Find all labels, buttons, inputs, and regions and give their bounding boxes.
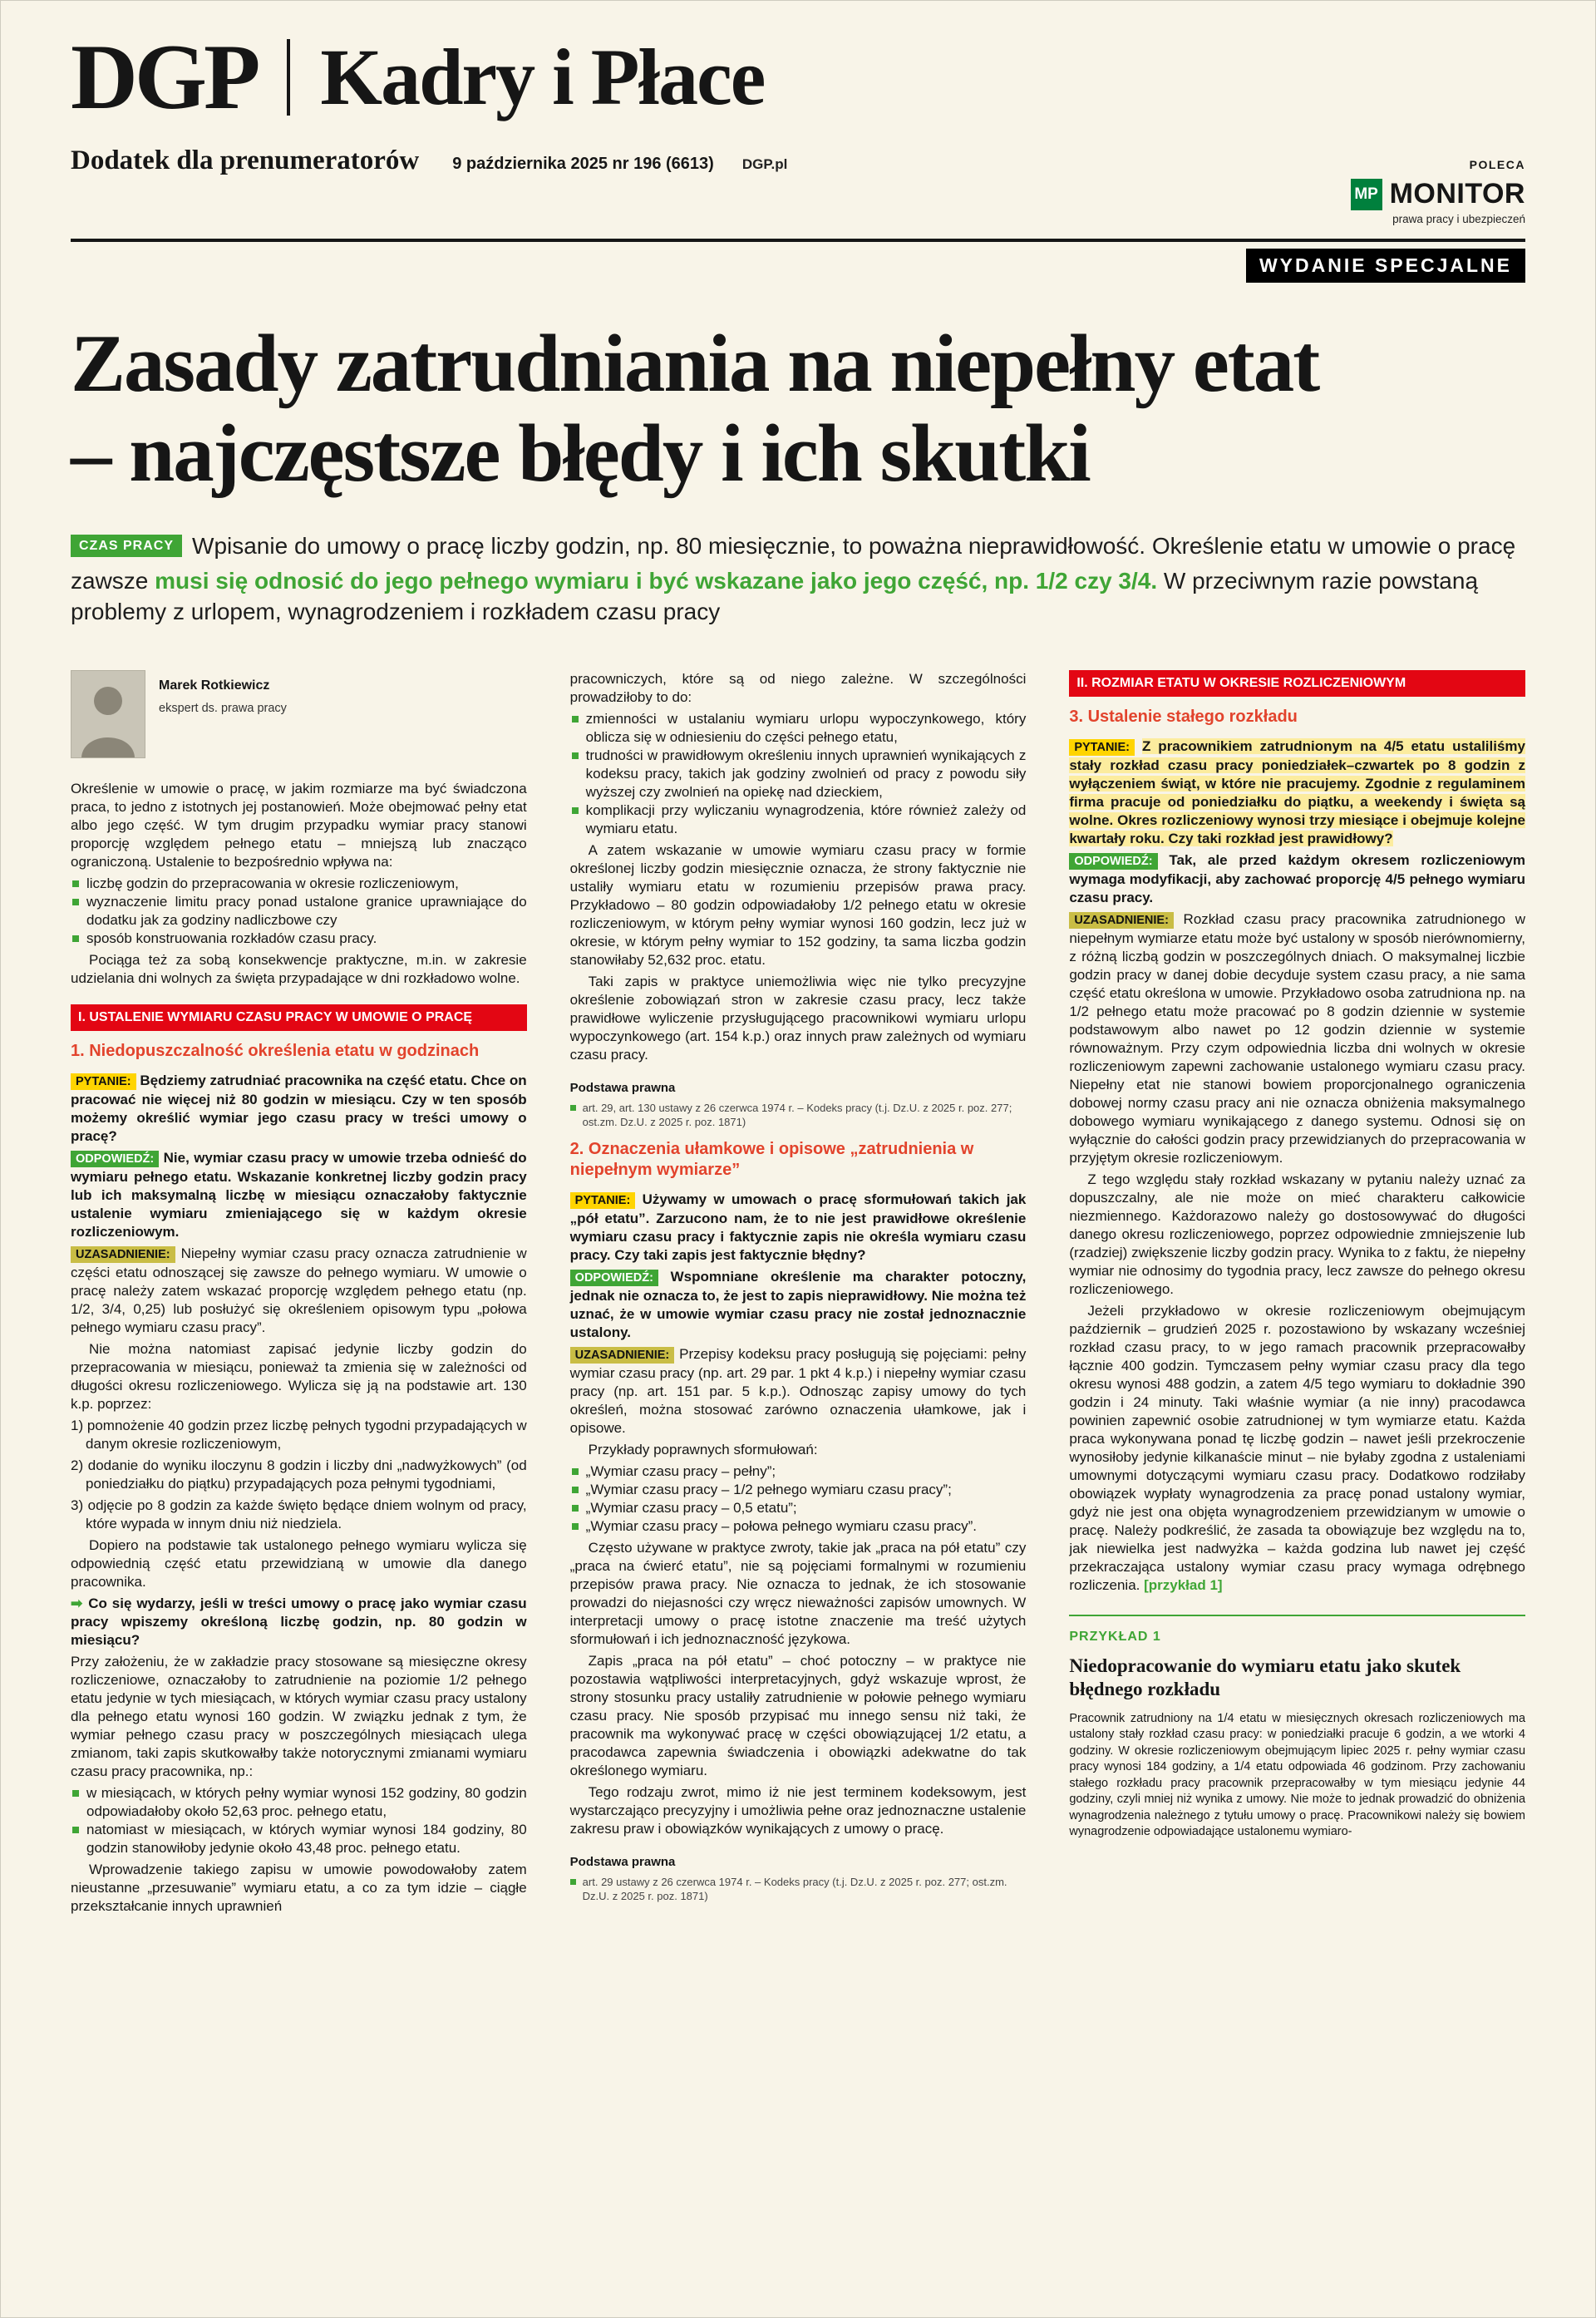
bullet-item: trudności w prawidłowym określeniu innych uprawnień wynikających z kodeksu pracy, takich jak godziny zwolnień od pracy z powodu siły wyższej czy zwolnień na opiekę nad dzieckiem, [570, 747, 1027, 801]
bullet-item: w miesiącach, w których pełny wymiar wynosi 152 godziny, 80 godzin odpowiadałoby około 52,63 proc. pełnego etatu, [71, 1784, 527, 1821]
paragraph: Zapis „praca na pół etatu” – choć potoczny – w praktyce nie pozostawia wątpliwości interpretacyjnych, gdyż wskazuje wprost, że strony stosunku pracy ustaliły zatrudnienie w połowie pełnego wymiaru czasu pracy. Nie sposób przypisać mu innego sensu niż taki, że pracownik ma wykonywać pracę w części obowiązującej 1/2 etatu, a pracodawca zapewnia świadczenia i obowiązki adekwatne do tak określonego wymiaru. [569, 1652, 1027, 1778]
uzasadnienie-tag: UZASADNIENIE: [1069, 912, 1174, 929]
lead-paragraph [71, 530, 1525, 627]
paragraph: pracowniczych, które są od niego zależne. W szczególności prowadziłoby to do: [569, 670, 1027, 705]
answer-text: Nie, wymiar czasu pracy w umowie trzeba odnieść do wymiaru pełnego etatu. Wskazanie konkretnej liczby godzin pracy lub ich maksymalną liczbę w miesiącu oznaczałoby faktycznie ustalenie wymiaru zmieniającego się w każdym okresie rozliczeniowym. [71, 1149, 527, 1240]
subsection-title-1: 1. Niedopuszczalność określenia etatu w godzinach [71, 1041, 480, 1060]
paragraph: A zatem wskazanie w umowie wymiaru czasu pracy w formie określonej liczby godzin miesięcznie oznacza, że strony faktycznie nie ustaliły wymiaru etatu w rozumieniu przepisów prawa pracy. Przykładowo – 80 godzin odpowiadałoby 1/2 pełnego etatu w okresie rozliczeniowym, w którym pełny wymiar wynosi 160 godzin, lecz już w okresie, w którym pełny wymiar to 152 godziny, ta sama liczba godzin stanowiłaby 52,632 proc. etatu. [569, 841, 1027, 968]
justification-text: Rozkład czasu pracy pracownika zatrudnionego w niepełnym wymiarze etatu może być ustalony w sposób nierównomierny, z różną liczbą godzin w poszczególnych dniach. O maksymalnej liczbie godzin pracy w danej dobie decyduje system czasu pracy, a nie sama część etatu określona w umowie. Przykładowo osoba zatrudniona np. na 1/2 pełnego etatu może pracować po 8 godzin dziennie w systemie podstawowym albo nawet po 12 godzin dziennie w systemie równoważnym. Przy czym odpowiednia liczba dni wolnych w okresie rozliczeniowym zapewni zachowanie ustalonego wymiaru czasu pracy. Niepełny etat nie stanowi bowiem proporcjonalnego ograniczenia dobowej normy czasu pracy ani nie oznacza obniżenia maksymalnego dobowego wymiaru wynikającego z danego systemu. Odnosi się on wyłącznie do całości godzin pracy przewidzianych do przepracowania w przyjętym okresie rozliczeniowym. [1069, 910, 1526, 1166]
paragraph: Przy założeniu, że w zakładzie pracy stosowane są miesięczne okresy rozliczeniowe, oznaczałoby to zatrudnienie na poziomie 1/2 pełnego etatu jedynie w tych miesiącach, w których wymiar czasu pracy ustalony dla pełnego etatu wynosi 160 godzin. W związku jednak z tym, że wymiar pełnego czasu pracy w poszczególnych miesiącach ulega zmianom, taki zapis skutkowałby także notorycznymi zmianami wymiaru czasu pracy pracownika, np.: [71, 1653, 527, 1779]
question-block [570, 1191, 1027, 1265]
question-text: Używamy w umowach o pracę sformułowań takich jak „pół etatu”. Zarzucono nam, że to nie jest prawidłowe określenie wymiaru czasu pracy i faktycznie zapis nie określa wymiaru czasu pracy. Czy taki zapis jest faktycznie błędny? [569, 1191, 1027, 1263]
bullet-item: zmienności w ustalaniu wymiaru urlopu wypoczynkowego, który oblicza się w odniesieniu do części pełnego etatu, [570, 710, 1027, 747]
paragraph: Wprowadzenie takiego zapisu w umowie powodowałoby zatem nieustanne „przesuwanie” wymiaru etatu, a co za tym idzie – ciągłe przekształcanie innych uprawnień [71, 1861, 527, 1914]
masthead-right [1351, 158, 1525, 225]
uzasadnienie-tag: UZASADNIENIE: [570, 1347, 675, 1364]
author-name: Marek Rotkiewicz [159, 678, 270, 693]
lead-text-2: W przeciwnym razie powstaną problemy z urlopem, wynagrodzeniem i rozkładem czasu pracy [71, 567, 1479, 624]
paragraph: Określenie w umowie o pracę, w jakim rozmiarze ma być świadczona praca, to jedno z istotnych jej postanowień. Może obejmować pełny etat albo jego część. W tym drugim przypadku wymiar pracy stanowi proporcję względem pełnego etatu – mniejszą lub znacząco ograniczoną. Ustalenie to bezpośrednio wpływa na: [71, 780, 527, 870]
answer-text: Wspomniane określenie ma charakter potoczny, jednak nie oznacza to, że jest to zapis nieprawidłowy. Nie można też uznać, że w umowie wymiar czasu pracy nie został jednoznacznie ustalony. [569, 1268, 1027, 1340]
bullet-item: „Wymiar czasu pracy – pełny”; [570, 1462, 1027, 1481]
justification-block [1069, 910, 1525, 1167]
article-columns [71, 670, 1525, 1919]
justification-block [71, 1245, 527, 1337]
justification-text: Przepisy kodeksu pracy posługują się pojęciami: pełny wymiar czasu pracy (np. art. 29 par. 1 pkt 4 k.p.) i niepełny wymiar czasu pracy (np. art. 151 par. 5 k.p.). Odnosząc zapisy umowy do tych określeń, można stosować zarówno oznaczenia ułamkowe, jak i opisowe. [569, 1345, 1027, 1436]
example-box [1069, 1615, 1525, 1841]
bullet-item: komplikacji przy wyliczaniu wynagrodzenia, które również zależy od wymiaru etatu. [570, 801, 1027, 838]
justification-block [570, 1345, 1027, 1438]
justification-text: Niepełny wymiar czasu pracy oznacza zatrudnienie w części etatu odnoszącej się zawsze do pełnego wymiaru. W umowie o pracę należy zatem wskazać proporcję względem pełnego etatu (np. 1/2, 3/4, 0,25) lub posłużyć się określeniem opisowym typu „połowa pełnego wymiaru czasu pracy”. [71, 1245, 527, 1335]
example-title: Niedopracowanie do wymiaru etatu jako skutek błędnego rozkładu [1069, 1655, 1461, 1699]
pytanie-tag: PYTANIE: [570, 1192, 636, 1209]
bullet-item: wyznaczenie limitu pracy ponad ustalone granice uprawniające do dodatku jak za godziny nadliczbowe czy [71, 893, 527, 930]
czas-pracy-tag: CZAS PRACY [71, 535, 182, 557]
numbered-item: 2) dodanie do wyniku iloczynu 8 godzin i liczby dni „nadwyżkowych” (od poniedziałku do piątku) przypadających poza pełnymi tygodniami, [71, 1457, 527, 1492]
question-block [71, 1072, 527, 1146]
headline-line2: – najczęstsze błędy i ich skutki [71, 407, 1090, 499]
paragraph: Z tego względu stały rozkład wskazany w pytaniu należy uznać za dopuszczalny, ale nie może on mieć charakteru całkowicie niezmiennego. Każdorazowo należy go dostosowywać do długości danego okresu rozliczeniowego, poprzez odpowiednie zmniejszenie lub (rzadziej) zwiększenie liczby godzin pracy. Wynika to z faktu, że niepełny wymiar nie odnosimy do tygodnia pracy, lecz zawsze do pełnego okresu rozliczeniowego. [1069, 1171, 1526, 1297]
answer-block [570, 1268, 1027, 1342]
bullet-item: „Wymiar czasu pracy – połowa pełnego wymiaru czasu pracy”. [570, 1517, 1027, 1536]
section-header-2: II. ROZMIAR ETATU W OKRESIE ROZLICZENIOWYM [1069, 670, 1525, 697]
page-headline [71, 319, 1525, 499]
bullet-item: liczbę godzin do przepracowania w okresie rozliczeniowym, [71, 875, 527, 893]
column-3 [1069, 670, 1525, 1919]
paragraph: Przykłady poprawnych sformułowań: [588, 1441, 818, 1457]
subsection-title-3: 3. Ustalenie stałego rozkładu [1069, 707, 1298, 726]
example-reference: [przykład 1] [1144, 1576, 1223, 1593]
section-title: Kadry i Płace [320, 32, 765, 121]
lead-text-1: Wpisanie do umowy o pracę liczby godzin, np. 80 miesięcznie, to poważna nieprawidłowość. Określenie etatu w umowie o pracę zawsze [71, 532, 1516, 594]
dgp-logo: DGP [71, 26, 258, 129]
uzasadnienie-tag: UZASADNIENIE: [71, 1246, 175, 1263]
paragraph: Nie można natomiast zapisać jedynie liczby godzin do przepracowania w miesiącu, ponieważ ta zmienia się w zależności od długości okresu rozliczeniowego. Wylicza się ją na podstawie art. 130 k.p. poprzez: [71, 1340, 527, 1412]
example-body: Pracownik zatrudniony na 1/4 etatu w miesięcznych okresach rozliczeniowych ma ustalony stały rozkład czasu pracy: w poniedziałki pracuje 6 godzin, a we wtorki 4 godziny. W okresie rozliczeniowym obejmującym lipiec 2025 r. pełny wymiar czasu pracy wynosi 184 godziny, a 1/4 etatu odpowiada 46 godzinom. Przy zachowaniu stałego rozkładu pracy pracownik przepracowałby w tym miesiącu jedynie 44 godziny, czyli mniej niż wynika z umowy. Nie może to jednak prowadzić do obniżenia wynagrodzenia należnego z tytułu umowy o pracę. Pracownikowi należy się bowiem wynagrodzenie odpowiadające ustalonemu wymiaro- [1069, 1711, 1526, 1839]
numbered-item: 1) pomnożenie 40 godzin przez liczbę pełnych tygodni przypadających w danym okresie rozliczeniowym, [71, 1417, 527, 1452]
legal-basis-title: Podstawa prawna [569, 1080, 676, 1095]
example-kicker: PRZYKŁAD 1 [1069, 1629, 1161, 1644]
odpowiedz-tag: ODPOWIEDŹ: [1069, 853, 1157, 870]
masthead [71, 1, 1525, 129]
pytanie-tag: PYTANIE: [1069, 739, 1135, 756]
author-photo [71, 670, 145, 758]
bullet-item: sposób konstruowania rozkładów czasu pracy. [71, 930, 527, 948]
masthead-divider [287, 39, 290, 116]
masthead-row2 [71, 145, 1525, 225]
answer-block [71, 1149, 527, 1241]
answer-block [1069, 851, 1525, 907]
bullet-list [570, 710, 1027, 838]
paragraph: Dopiero na podstawie tak ustalonego pełnego wymiaru wylicza się odpowiednią część etatu przewidzianą w umowie dla danego pracownika. [71, 1536, 527, 1590]
bullet-list [570, 1462, 1027, 1536]
column-1 [71, 670, 527, 1919]
legal-basis-item: art. 29, art. 130 ustawy z 26 czerwca 1974 r. – Kodeks pracy (t.j. Dz.U. z 2025 r. poz. 277; ost.zm. Dz.U. z 2025 r. poz. 1871) [570, 1101, 1027, 1129]
arrow-right-icon: ➡ [71, 1595, 83, 1611]
special-edition-row [71, 249, 1525, 283]
section-header-1: I. USTALENIE WYMIARU CZASU PRACY W UMOWIE O PRACĘ [71, 1004, 527, 1031]
paragraph: Taki zapis w praktyce uniemożliwia więc nie tylko precyzyjne określenie zobowiązań stron w zakresie czasu pracy, lecz także prawidłowe wyliczenie przysługującego pracownikowi wymiaru urlopu wypoczynkowego (art. 154 k.p.) oraz innych praw zależnych od wymiaru czasu pracy. [569, 973, 1027, 1063]
question-text: Będziemy zatrudniać pracownika na część etatu. Chce on pracować nie więcej niż 80 godzin w miesiącu. Czy w ten sposób możemy określić wymiar jego czasu pracy w treści umowy o pracę? [71, 1072, 527, 1144]
author-portrait-image [71, 671, 145, 757]
author-role: ekspert ds. prawa pracy [159, 701, 287, 715]
date-issue: 9 października 2025 nr 196 (6613) [452, 155, 714, 173]
pytanie-tag: PYTANIE: [71, 1073, 136, 1090]
mp-logo-icon: MP [1351, 179, 1382, 210]
subsection-title-2: 2. Oznaczenia ułamkowe i opisowe „zatrudnienia w niepełnym wymiarze” [569, 1139, 974, 1179]
bullet-item: „Wymiar czasu pracy – 1/2 pełnego wymiaru czasu pracy”; [570, 1481, 1027, 1499]
odpowiedz-tag: ODPOWIEDŹ: [570, 1270, 658, 1286]
headline-line1: Zasady zatrudniania na niepełny etat [71, 318, 1319, 409]
legal-basis-item: art. 29 ustawy z 26 czerwca 1974 r. – Kodeks pracy (t.j. Dz.U. z 2025 r. poz. 277; ost.zm. Dz.U. z 2025 r. poz. 1871) [570, 1875, 1027, 1903]
author-card [71, 670, 527, 758]
question-text-highlighted: Z pracownikiem zatrudnionym na 4/5 etatu ustaliliśmy stały rozkład czasu pracy poniedziałek–czwartek po 8 godzin z wyłączeniem świąt, w które nie pracujemy. Zgodnie z regulaminem firma pracuje od poniedziałku do piątku, a weekendy i święta są wolne. Okres rozliczeniowy wynosi trzy miesiące i obejmuje kolejne kwartały roku. Czy taki rozkład jest prawidłowy? [1069, 737, 1526, 846]
special-edition-badge: WYDANIE SPECJALNE [1246, 249, 1525, 283]
site-url: DGP.pl [741, 156, 788, 172]
bullet-list [71, 1784, 527, 1857]
paragraph: Tego rodzaju zwrot, mimo iż nie jest terminem kodeksowym, jest wystarczająco precyzyjny i umożliwia pełne oraz jednoznaczne ustalenie zakresu praw i obowiązków wynikających z umowy o pracę. [569, 1783, 1027, 1837]
bullet-item: natomiast w miesiącach, w których wymiar wynosi 184 godziny, 80 godzin stanowiłoby jedynie około 43,48 proc. pełnego etatu. [71, 1821, 527, 1857]
legal-basis-title: Podstawa prawna [569, 1854, 676, 1869]
mp-monitor-logo [1351, 178, 1525, 210]
highlight-question-text: Co się wydarzy, jeśli w treści umowy o pracę jako wymiar czasu pracy wpiszemy określoną liczbę godzin, np. 80 godzin w miesiącu? [71, 1595, 527, 1648]
legal-basis-block [570, 1853, 1027, 1903]
lead-text-green: musi się odnosić do jego pełnego wymiaru i być wskazane jako jego część, np. 1/2 czy 3/4. [155, 567, 1158, 594]
odpowiedz-tag: ODPOWIEDŹ: [71, 1151, 159, 1167]
paragraph [1069, 1302, 1525, 1595]
monitor-name: MONITOR [1389, 178, 1525, 210]
poleca-label: POLECA [1469, 158, 1525, 171]
column-2 [570, 670, 1027, 1919]
highlight-question [71, 1595, 527, 1650]
masthead-rule [71, 239, 1525, 242]
bullet-list [71, 875, 527, 948]
paragraph-text: Jeżeli przykładowo w okresie rozliczeniowym obejmującym październik – grudzień 2025 r. pozostawiono by wskazany wcześniej rozkład czasu pracy, to w jego ramach pracownik przepracowałby łącznie 400 godzin. Tymczasem pełny wymiar czasu pracy dla tego okresu wynosi 488 godzin, a zatem 4/5 tego wymiaru to dokładnie 390 godzin i 24 minuty. Taki właśnie wymiar (a nie inny) pracodawca powinien zapewnić osobie zatrudnionej w tym wymiarze etatu. Każda praca wykonywana ponad tę liczbę godzin – nawet jeśli przekroczenie wynosiłoby jedynie kilkanaście minut – nie byłaby zgodna z ustaleniami umownymi dotyczącymi wymiaru czasu pracy. Dodatkowo rodziłaby obowiązek wypłaty wynagrodzenia za pracę ponad ustalony wymiar, gdyż nie jest ona objęta wynagrodzeniem przewidzianym w umowie o pracę. Należy podkreślić, że zasada ta obowiązuje bez względu na to, jak niewielka jest nadwyżka – każda godzina lub nawet jej część przekraczająca ustalony wymiar czasu pracy wymaga odrębnego rozliczenia. [1069, 1302, 1526, 1593]
bullet-item: „Wymiar czasu pracy – 0,5 etatu”; [570, 1499, 1027, 1517]
question-block [1069, 737, 1525, 848]
monitor-subtitle: prawa pracy i ubezpieczeń [1392, 213, 1525, 225]
paragraph: Pociąga też za sobą konsekwencje praktyczne, m.in. w zakresie udzielania dni wolnych za święta przypadające w dni rozkładowo wolne. [71, 951, 527, 986]
legal-basis-block [570, 1079, 1027, 1129]
answer-text: Tak, ale przed każdym okresem rozliczeniowym wymaga modyfikacji, aby zachować proporcję 4/5 pełnego wymiaru czasu pracy. [1069, 851, 1526, 905]
paragraph: Często używane w praktyce zwroty, takie jak „praca na pół etatu” czy „praca na ćwierć etatu”, nie są pojęciami formalnymi w rozumieniu przepisów prawa pracy. Nie oznacza to jednak, że ich stosowanie prowadzi do niejasności czy wręcz nieważności zapisów umownych. W interpretacji umowy o pracę istotne znaczenie ma treść użytych sformułowań i ich jednoznaczność językowa. [569, 1539, 1027, 1647]
numbered-item: 3) odjęcie po 8 godzin za każde święto będące dniem wolnym od pracy, które wypada w innym dniu niż niedziela. [71, 1497, 527, 1531]
subscriber-note: Dodatek dla prenumeratorów [71, 145, 420, 175]
